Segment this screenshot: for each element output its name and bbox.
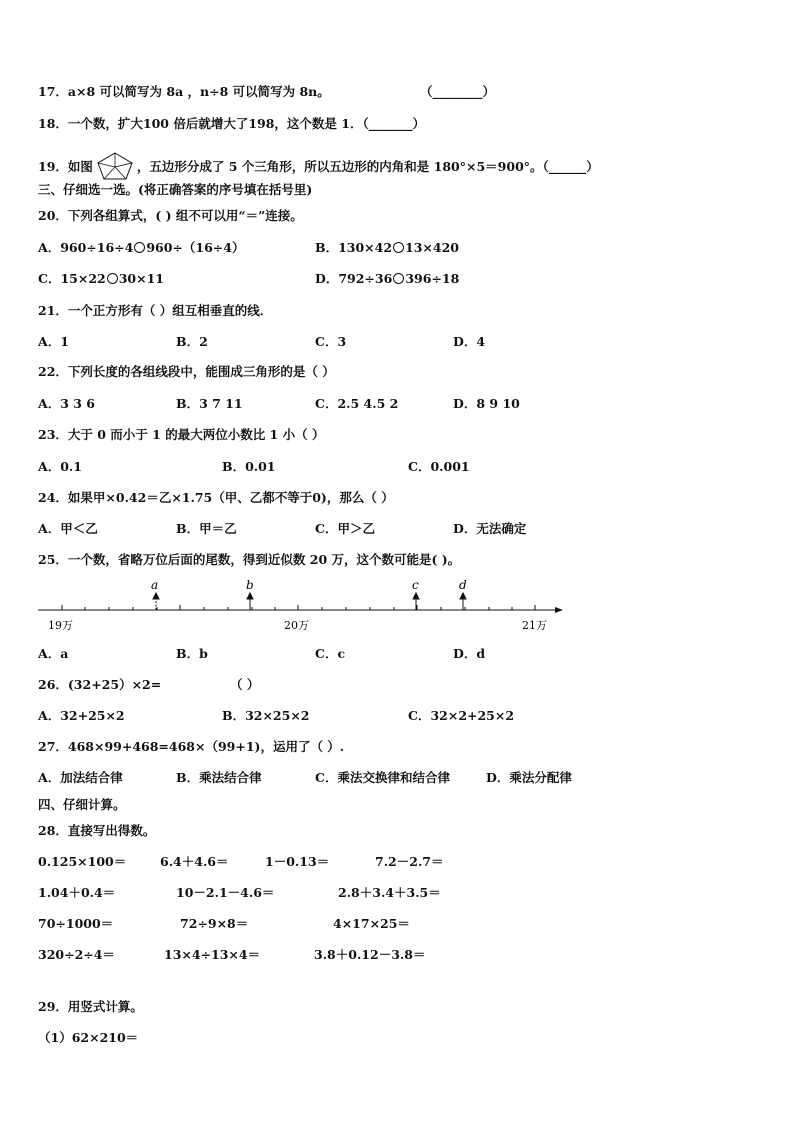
section-3-heading: 三、仔细选一选。(将正确答案的序号填在括号里) [38, 182, 313, 197]
question-26-paren: （ ） [230, 677, 260, 692]
question-19 [38, 151, 599, 181]
calc-item: 0.125×100＝ [38, 854, 127, 869]
question-27-option-b: B．乘法结合律 [176, 770, 262, 785]
question-26-option-c: C．32×2+25×2 [408, 708, 515, 723]
question-22-option-d: D．8 9 10 [453, 396, 520, 411]
question-20-option-a: A．960÷16÷4 960÷（16÷4） [38, 240, 245, 255]
question-17 [38, 84, 330, 100]
circle-blank-icon [393, 242, 404, 253]
calc-item: 72÷9×8＝ [180, 916, 249, 931]
calc-item: 1－0.13＝ [265, 854, 330, 869]
question-27-option-c: C．乘法交换律和结合律 [315, 770, 450, 785]
question-25: 25．一个数，省略万位后面的尾数，得到近似数 20 万，这个数可能是( )。 [38, 552, 461, 567]
question-27: 27．468×99+468=468×（99+1)，运用了（ ）. [38, 739, 345, 754]
calc-item: 10－2.1－4.6＝ [176, 885, 275, 900]
tick-label-19wan: 19万 [48, 619, 73, 632]
question-26: 26．(32+25）×2= [38, 677, 162, 692]
question-25-option-d: D．d [453, 646, 486, 661]
question-24-option-b: B．甲＝乙 [176, 521, 237, 536]
question-24-option-d: D．无法确定 [453, 521, 527, 536]
question-23: 23．大于 0 而小于 1 的最大两位小数比 1 小（ ） [38, 427, 325, 442]
question-18: 18．一个数，扩大100 倍后就增大了198，这个数是 1．（_______） [38, 116, 425, 131]
question-20-option-b: B．130×42 13×420 [315, 240, 459, 255]
question-25-option-b: B．b [176, 646, 208, 661]
question-29-item-1: （1）62×210＝ [38, 1030, 139, 1045]
calc-item: 3.8＋0.12－3.8＝ [314, 947, 426, 962]
question-23-option-b: B．0.01 [222, 459, 276, 474]
calc-item: 4×17×25＝ [333, 916, 410, 931]
question-17-text: 17．a×8 可以简写为 8a ，n÷8 可以简写为 8n。 [38, 84, 330, 99]
calc-item: 7.2－2.7＝ [375, 854, 444, 869]
question-20-option-d: D．792÷36 396÷18 [315, 271, 460, 286]
question-25-option-a: A．a [38, 646, 69, 661]
tick-label-21wan: 21万 [522, 619, 547, 632]
question-19-pre: 19．如图 [38, 159, 93, 174]
number-line-figure [30, 574, 570, 636]
circle-blank-icon [107, 273, 118, 284]
question-27-option-a: A．加法结合律 [38, 770, 123, 785]
question-28: 28．直接写出得数。 [38, 823, 156, 838]
point-d-label: d [459, 578, 467, 592]
calc-item: 320÷2÷4＝ [38, 947, 115, 962]
question-17-answer-blank: （________） [420, 84, 496, 99]
question-22: 22．下列长度的各组线段中，能围成三角形的是（ ） [38, 364, 335, 379]
question-24-option-a: A．甲＜乙 [38, 521, 98, 536]
question-25-option-c: C．c [315, 646, 346, 661]
question-22-option-c: C．2.5 4.5 2 [315, 396, 399, 411]
question-26-option-b: B．32×25×2 [222, 708, 310, 723]
circle-blank-icon [393, 273, 404, 284]
question-29: 29．用竖式计算。 [38, 999, 143, 1014]
question-21-option-b: B．2 [176, 334, 208, 349]
point-a-label: a [151, 578, 159, 592]
tick-label-20wan: 20万 [284, 619, 309, 632]
pentagon-figure [94, 151, 136, 181]
question-22-option-a: A．3 3 6 [38, 396, 95, 411]
question-24: 24．如果甲×0.42＝乙×1.75（甲、乙都不等于0)，那么（ ） [38, 490, 394, 505]
question-21-option-c: C．3 [315, 334, 347, 349]
calc-item: 1.04＋0.4＝ [38, 885, 116, 900]
calc-item: 13×4÷13×4＝ [164, 947, 261, 962]
question-20-option-c: C．15×22 30×11 [38, 271, 164, 286]
section-4-heading: 四、仔细计算。 [38, 797, 126, 812]
question-26-option-a: A．32+25×2 [38, 708, 125, 723]
question-20: 20．下列各组算式，( ) 组不可以用“＝”连接。 [38, 208, 303, 223]
question-21-option-a: A．1 [38, 334, 69, 349]
calc-item: 6.4＋4.6＝ [160, 854, 229, 869]
calc-item: 2.8＋3.4＋3.5＝ [338, 885, 441, 900]
question-27-option-d: D．乘法分配律 [486, 770, 572, 785]
question-21-option-d: D．4 [453, 334, 486, 349]
point-b-label: b [246, 578, 254, 592]
point-c-label: c [412, 578, 419, 592]
question-19-post: ，五边形分成了 5 个三角形，所以五边形的内角和是 180°×5＝900°。（______） [136, 159, 599, 174]
question-21: 21．一个正方形有（ ）组互相垂直的线． [38, 303, 273, 318]
question-23-option-c: C．0.001 [408, 459, 470, 474]
circle-blank-icon [134, 242, 145, 253]
calc-item: 70÷1000＝ [38, 916, 114, 931]
question-23-option-a: A．0.1 [38, 459, 82, 474]
question-24-option-c: C．甲＞乙 [315, 521, 375, 536]
question-22-option-b: B．3 7 11 [176, 396, 243, 411]
